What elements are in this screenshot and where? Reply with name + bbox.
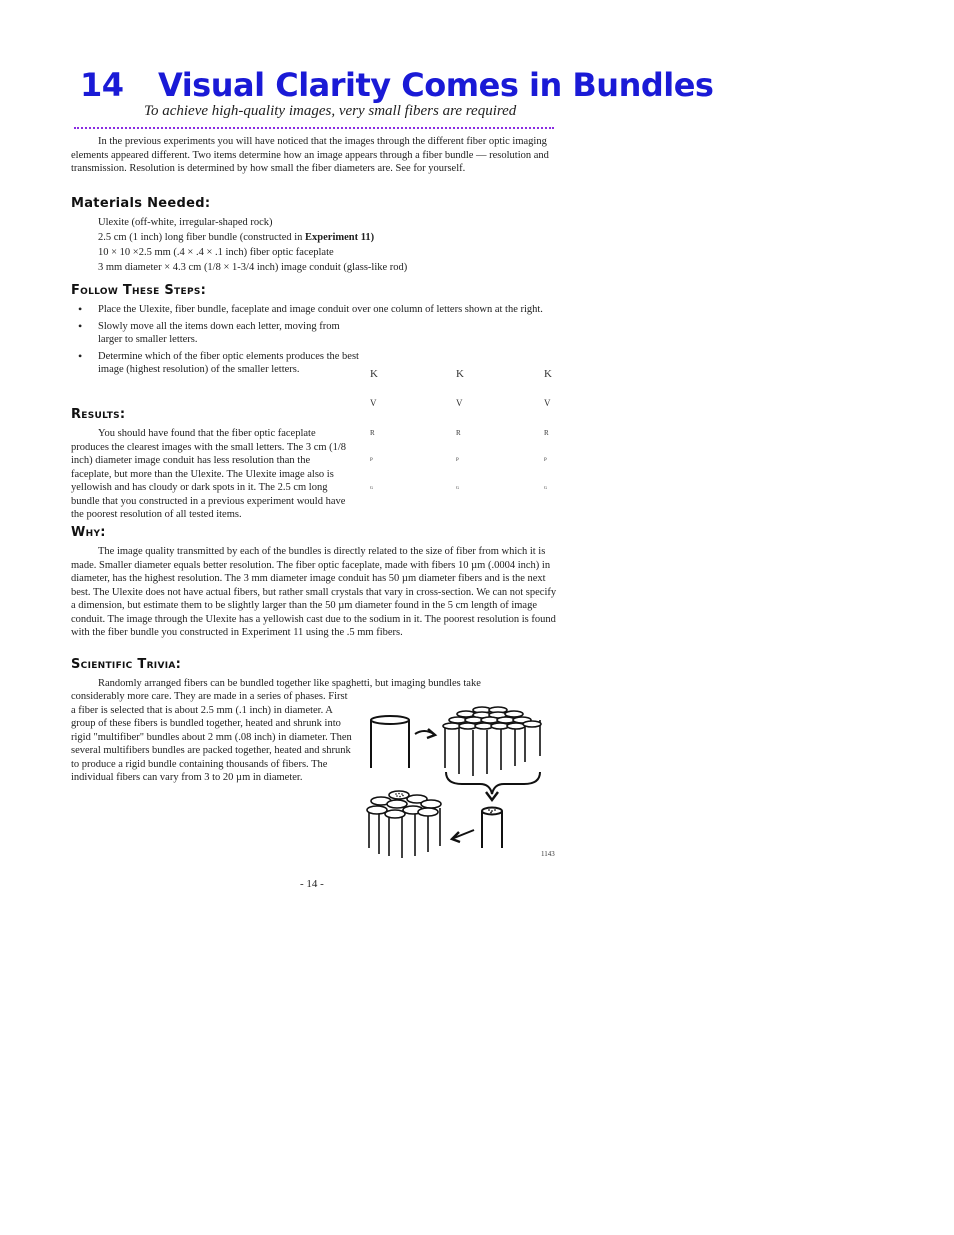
material-item: Ulexite (off-white, irregular-shaped rock) [98,217,273,228]
step-item: • Slowly move all the items down each letter, moving from larger to smaller letters. [72,320,352,346]
chart-letter: P [456,458,459,463]
chart-letter: K [456,368,464,380]
intro-paragraph: In the previous experiments you will have noticed that the images through the different fiber optic imaging elements appeared different. Two items determine how an image appears through a fiber bundle — resolution and transmission. Resolution is determined by how small the fiber diameters are. See for yourself. [71,136,549,174]
experiment-reference: Experiment 11) [305,232,375,243]
page-number: - 14 - [300,878,324,890]
chart-letter: G [370,485,373,490]
material-item: 3 mm diameter × 4.3 cm (1/8 × 1-3/4 inch) image conduit (glass-like rod) [98,262,408,273]
chart-letter: V [544,398,551,408]
chart-letter: G [456,485,459,490]
bracket-down-icon [446,772,540,794]
materials-heading: Materials Needed: [71,196,211,211]
chart-letter: K [544,368,552,380]
material-item [98,231,374,246]
packed-bundle [367,791,441,858]
material-item: 10 × 10 ×2.5 mm (.4 × .4 × .1 inch) fiber optic faceplate [98,247,334,258]
results-heading: Results: [71,407,126,422]
experiment-number: 14 [80,66,124,104]
chart-letter: G [544,485,547,490]
chart-letter: R [544,429,549,437]
results-paragraph: You should have found that the fiber optic faceplate produces the clearest images with the small letters. The 3 cm (1/8 inch) diameter image conduit has less resolution than the faceplate, but more than the Ulexite. The Ulexite image also is yellowish and has cloudy or dark spots in it. The 2.5 cm long bundle that you constructed in a previous experiment would have the poorest resolution of all tested items. [71,428,347,520]
figure-id: 1143 [541,850,555,858]
step-item: • Place the Ulexite, fiber bundle, faceplate and image conduit over one column of letters shown at the right. [72,303,554,316]
chart-letter: P [370,458,373,463]
single-fiber [371,716,409,768]
trivia-paragraph: considerably more care. They are made in a series of phases. First a fiber is selected that is about 2.5 mm (.1 inch) in diameter. A group of these fibers is bundled together, heated and shrunk into rigid "multifiber" bundles about 2 mm (.08 inch) in diameter. Then several multifibers bundles are packed together, heated and shrunk to produce a rigid bundle containing thousands of fibers. The individual fibers can vary from 3 to 20 µm in diameter. [71,691,352,783]
why-heading: Why: [71,525,106,540]
fiber-bundle-illustration [362,700,548,860]
experiment-title: Visual Clarity Comes in Bundles [158,66,714,104]
rigid-bundle [482,808,502,849]
page-subtitle: To achieve high-quality images, very small fibers are required [144,103,517,119]
trivia-heading: Scientific Trivia: [71,657,182,672]
chart-letter: P [544,458,547,463]
title-divider [74,127,554,129]
why-paragraph: The image quality transmitted by each of the bundles is directly related to the size of fiber from which it is made. Smaller diameter equals better resolution. The fiber optic faceplate, made with fibers 10 µm (.0004 inch) in diameter, has the highest resolution. The 3 mm diameter image conduit has 50 µm diameter fibers and is the next best. The Ulexite does not have actual fibers, but rather small crystals that vary in cross-section. We can not specify a dimension, but estimate them to be slightly larger than the 50 µm diameter found in the 5 cm length of image conduit. The image through the Ulexite has a yellowish cast due to the sodium in it. The poorest resolution is found with the fiber bundle you constructed in Experiment 11 using the .5 mm fibers. [71,546,557,638]
trivia-first-line: Randomly arranged fibers can be bundled together like spaghetti, but imaging bundles take [98,678,481,689]
step-item: • Determine which of the fiber optic elements produces the best image (highest resolution) of the smaller letters. [72,350,362,376]
chart-letter: V [370,398,377,408]
chart-letter: K [370,368,378,380]
chart-letter: V [456,398,463,408]
chart-letter: R [456,429,461,437]
multifiber-bundle [443,707,541,776]
steps-heading: Follow These Steps: [71,283,207,298]
chart-letter: R [370,429,375,437]
letter-chart [370,368,560,498]
material-item-text: 2.5 cm (1 inch) long fiber bundle (constructed in [98,232,306,243]
